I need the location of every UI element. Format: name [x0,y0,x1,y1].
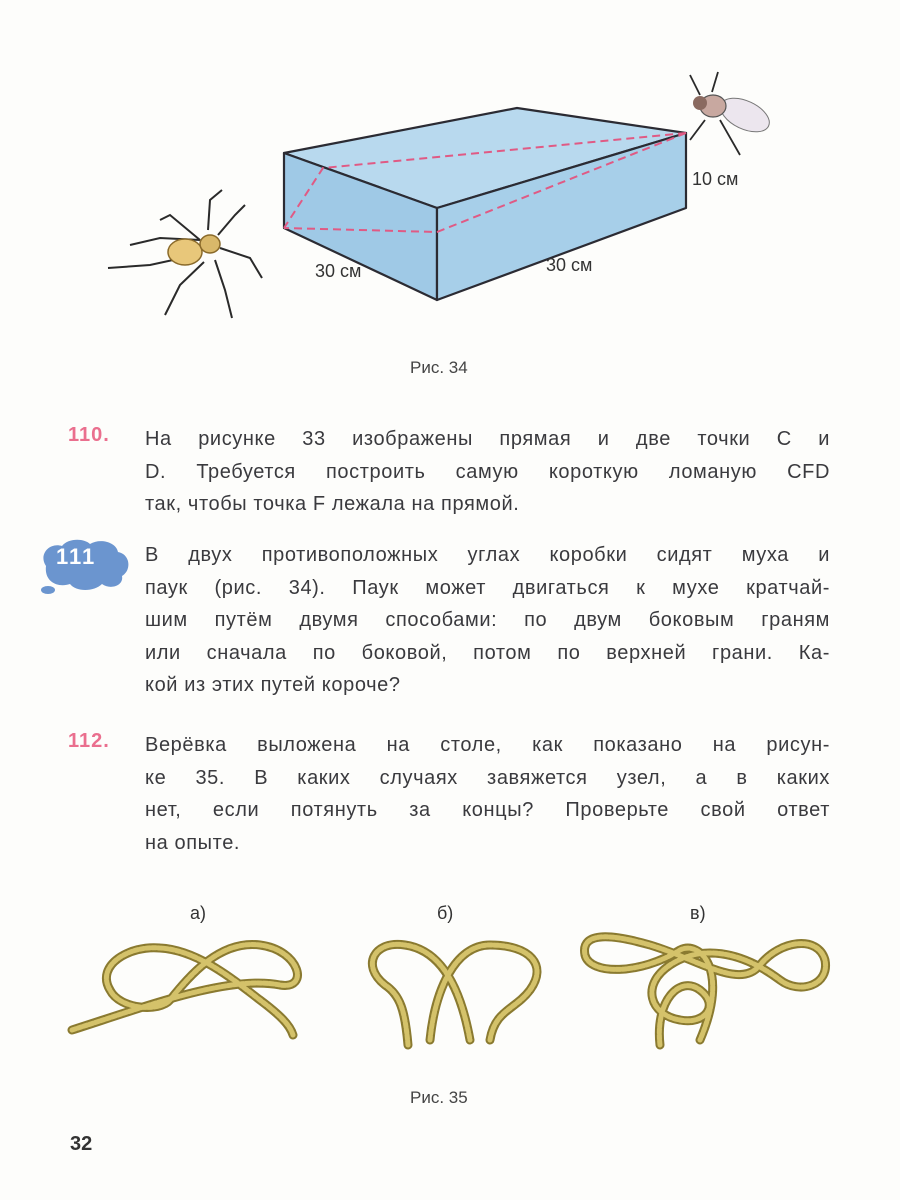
rope-knot-a [72,945,297,1035]
knot-label-b: б) [437,903,454,923]
text-line: Верёвка выложена на столе, как показано на рисун- [145,734,830,756]
fly-icon [690,72,774,155]
spider-icon [108,190,262,318]
figure-34-caption: Рис. 34 [410,358,468,377]
text-line: В двух противоположных углах коробки сидят муха и [145,544,830,566]
text-line: на опыте. [145,831,241,854]
text-line: ке 35. В каких случаях завяжется узел, а в каких [145,766,830,789]
page-number: 32 [70,1133,93,1155]
task-text [145,539,830,702]
text-line: так, чтобы точка F лежала на прямой. [145,493,520,515]
rope-knot-c [585,937,826,1045]
text-line: нет, если потянуть за концы? Проверьте свой ответ [145,799,830,821]
figure-34-box-illustration [0,0,900,400]
width-label: 30 см [315,261,362,281]
text-line: паук (рис. 34). Паук может двигаться к мухе кратчай- [145,576,830,599]
task-number: 112. [68,730,110,752]
length-label: 30 см [546,255,593,275]
task-text [145,423,830,521]
figure-35-caption: Рис. 35 [410,1088,468,1107]
rope-knot-b [372,944,537,1045]
task-number: 111 [56,544,97,569]
text-line: На рисунке 33 изображены прямая и две точки C и [145,428,830,450]
task-text [145,729,830,859]
knot-label-a: а) [190,903,207,923]
text-line: D. Требуется построить самую короткую ломаную CFD [145,460,830,483]
height-label: 10 см [692,169,739,189]
text-line: или сначала по боковой, потом по верхней грани. Ка- [145,641,830,664]
text-line: шим путём двумя способами: по двум боковым граням [145,609,830,631]
text-line: кой из этих путей короче? [145,674,401,696]
task-number: 110. [68,424,110,446]
knot-label-c: в) [690,903,706,923]
